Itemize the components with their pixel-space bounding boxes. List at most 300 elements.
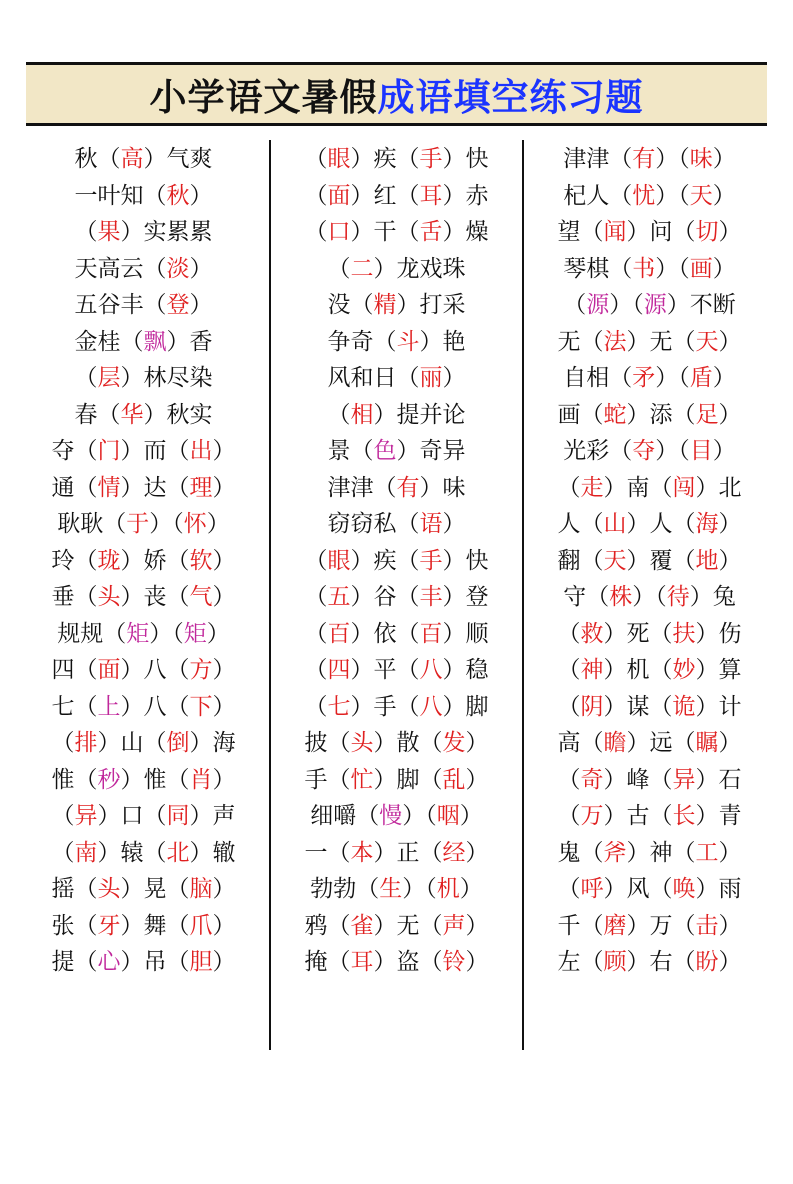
- idiom-text: ）: [465, 765, 489, 792]
- answer-blank: 铃: [442, 948, 466, 974]
- idiom-text: ）手（: [350, 692, 420, 719]
- answer-blank: 海: [695, 510, 719, 536]
- idiom-text: 无（: [557, 327, 604, 354]
- idiom-text: 杞人（: [563, 181, 633, 208]
- answer-blank: 咽: [436, 802, 460, 828]
- idiom-line: [52, 724, 236, 761]
- idiom-text: （: [557, 473, 581, 500]
- idiom-text: ）峰（: [603, 765, 673, 792]
- idiom-text: 规规（: [57, 619, 127, 646]
- idiom-line: [75, 250, 213, 287]
- idiom-line: [52, 797, 236, 834]
- answer-blank: 软: [189, 546, 213, 573]
- answer-blank: 书: [632, 254, 656, 281]
- idiom-line: [563, 286, 736, 323]
- idiom-column-3: [522, 140, 775, 1050]
- idiom-line: [75, 140, 213, 177]
- idiom-line: [75, 177, 213, 214]
- answer-blank: 丰: [419, 583, 443, 609]
- idiom-text: ）（: [149, 510, 184, 536]
- idiom-text: 一叶知（: [74, 181, 167, 208]
- answer-blank: 脑: [189, 875, 213, 901]
- idiom-column-2: [269, 140, 522, 1050]
- idiom-text: 四（: [51, 656, 98, 682]
- answer-blank: 万: [580, 802, 604, 828]
- idiom-text: ）（: [402, 802, 437, 828]
- answer-blank: 斧: [603, 838, 627, 865]
- idiom-text: ）疾（: [350, 546, 420, 573]
- idiom-text: ）辕（: [97, 838, 167, 865]
- idiom-text: ）: [465, 911, 489, 938]
- idiom-text: ）谷（: [350, 583, 420, 609]
- answer-blank: 闻: [603, 218, 627, 244]
- idiom-text: 披（: [304, 729, 351, 755]
- answer-blank: 头: [350, 729, 374, 755]
- idiom-line: [52, 761, 236, 798]
- idiom-line: [305, 943, 489, 980]
- idiom-text: ）疾（: [350, 145, 420, 171]
- idiom-text: ）南（: [603, 473, 673, 500]
- idiom-text: ）: [212, 656, 236, 682]
- answer-blank: 头: [97, 583, 121, 609]
- idiom-text: ）: [712, 254, 736, 281]
- idiom-line: [563, 177, 736, 214]
- idiom-text: ）: [465, 948, 489, 974]
- idiom-text: ）: [459, 875, 483, 901]
- idiom-text: 夺（: [51, 437, 98, 463]
- idiom-text: 翻（: [557, 546, 604, 573]
- answer-blank: 果: [97, 218, 121, 244]
- idiom-text: （: [304, 583, 328, 609]
- idiom-text: ）味: [419, 473, 466, 500]
- answer-blank: 闯: [672, 473, 696, 500]
- answer-blank: 救: [580, 619, 604, 646]
- idiom-text: ）风（: [603, 875, 673, 901]
- idiom-text: ）秋实: [143, 400, 213, 427]
- answer-blank: 天: [689, 181, 713, 208]
- idiom-text: ）龙戏珠: [373, 254, 466, 281]
- idiom-text: （: [304, 218, 328, 244]
- idiom-text: ）石: [695, 765, 742, 792]
- answer-blank: 雀: [350, 911, 374, 938]
- idiom-text: ）: [212, 473, 236, 500]
- idiom-text: ）登: [442, 583, 489, 609]
- answer-blank: 地: [695, 546, 719, 573]
- answer-blank: 耳: [419, 181, 443, 208]
- idiom-text: 七（: [51, 692, 98, 719]
- answer-blank: 发: [442, 729, 466, 755]
- answer-blank: 忧: [632, 181, 656, 208]
- idiom-text: 左（: [557, 948, 604, 974]
- idiom-line: [328, 505, 466, 542]
- idiom-text: 耿耿（: [57, 510, 127, 536]
- page-title-part2: 成语填空练习题: [377, 77, 644, 118]
- idiom-line: [52, 870, 236, 907]
- answer-blank: 上: [97, 692, 121, 719]
- idiom-text: ）: [442, 364, 466, 390]
- idiom-text: ）万（: [626, 911, 696, 938]
- answer-blank: 长: [672, 802, 696, 828]
- answer-blank: 蛇: [603, 400, 627, 427]
- idiom-text: ）（: [609, 291, 644, 317]
- answer-blank: 有: [632, 145, 656, 171]
- idiom-line: [305, 724, 489, 761]
- answer-blank: 百: [419, 619, 443, 646]
- idiom-text: 五谷丰（: [74, 291, 167, 317]
- idiom-line: [305, 177, 489, 214]
- idiom-text: 画（: [557, 400, 604, 427]
- idiom-line: [52, 688, 236, 725]
- idiom-text: ）提并论: [373, 400, 466, 427]
- idiom-line: [558, 724, 742, 761]
- idiom-text: ）: [459, 802, 483, 828]
- idiom-line: [563, 250, 736, 287]
- idiom-text: ）丧（: [120, 583, 190, 609]
- answer-blank: 机: [436, 875, 460, 901]
- answer-blank: 精: [373, 291, 397, 317]
- idiom-text: ）: [712, 437, 736, 463]
- idiom-text: ）林尽染: [120, 364, 213, 390]
- idiom-line: [305, 688, 489, 725]
- idiom-text: ）散（: [373, 729, 443, 755]
- idiom-line: [305, 615, 489, 652]
- page-title: [26, 62, 767, 126]
- idiom-text: ）燥: [442, 218, 489, 244]
- answer-blank: 口: [327, 218, 351, 244]
- idiom-line: [305, 213, 489, 250]
- idiom-text: ）远（: [626, 729, 696, 755]
- idiom-text: 张（: [51, 911, 98, 938]
- idiom-text: ）: [189, 254, 213, 281]
- answer-blank: 气: [189, 583, 213, 609]
- idiom-text: 人（: [557, 510, 604, 536]
- idiom-line: [558, 870, 742, 907]
- idiom-line: [75, 323, 213, 360]
- idiom-text: ）声: [189, 802, 236, 828]
- answer-blank: 呼: [580, 875, 604, 901]
- idiom-text: 惟（: [51, 765, 98, 792]
- answer-blank: 瞩: [695, 729, 719, 755]
- answer-blank: 同: [166, 802, 190, 828]
- idiom-text: 细嚼（: [310, 802, 380, 828]
- answer-blank: 走: [580, 473, 604, 500]
- answer-blank: 怀: [183, 510, 207, 536]
- idiom-text: ）: [718, 729, 742, 755]
- answer-blank: 株: [609, 583, 633, 609]
- answer-blank: 八: [419, 656, 443, 682]
- idiom-text: ）: [189, 181, 213, 208]
- idiom-line: [52, 943, 236, 980]
- idiom-line: [558, 651, 742, 688]
- idiom-line: [52, 578, 236, 615]
- answer-blank: 矛: [632, 364, 656, 390]
- idiom-text: ）无（: [626, 327, 696, 354]
- idiom-text: ）: [465, 729, 489, 755]
- idiom-text: ）青: [695, 802, 742, 828]
- idiom-text: ）: [718, 510, 742, 536]
- idiom-text: ）（: [655, 364, 690, 390]
- idiom-text: （: [51, 838, 75, 865]
- idiom-line: [558, 761, 742, 798]
- idiom-text: （: [557, 619, 581, 646]
- idiom-text: ）香: [166, 327, 213, 354]
- answer-blank: 声: [442, 911, 466, 938]
- worksheet-page: [0, 62, 793, 1184]
- idiom-text: （: [304, 145, 328, 171]
- idiom-text: ）北: [695, 473, 742, 500]
- idiom-line: [305, 761, 489, 798]
- answer-blank: 有: [396, 473, 420, 500]
- idiom-text: ）干（: [350, 218, 420, 244]
- idiom-text: 高（: [557, 729, 604, 755]
- idiom-line: [558, 688, 742, 725]
- answer-blank: 淡: [166, 254, 190, 281]
- idiom-line: [328, 359, 466, 396]
- answer-blank: 扶: [672, 619, 696, 646]
- idiom-text: ）神（: [626, 838, 696, 865]
- idiom-text: （: [563, 291, 587, 317]
- idiom-text: ）艳: [419, 327, 466, 354]
- answer-blank: 矩: [183, 619, 207, 646]
- idiom-text: （: [51, 802, 75, 828]
- idiom-line: [558, 213, 742, 250]
- idiom-text: ）（: [149, 619, 184, 646]
- idiom-text: （: [51, 729, 75, 755]
- idiom-text: （: [304, 656, 328, 682]
- idiom-line: [305, 651, 489, 688]
- answer-blank: 排: [74, 729, 98, 755]
- answer-blank: 切: [695, 218, 719, 244]
- idiom-line: [52, 834, 236, 871]
- idiom-text: 手（: [304, 765, 351, 792]
- idiom-text: ）山（: [97, 729, 167, 755]
- answer-blank: 耳: [350, 948, 374, 974]
- answer-blank: 爪: [189, 911, 213, 938]
- idiom-line: [305, 834, 489, 871]
- idiom-text: 琴棋（: [563, 254, 633, 281]
- idiom-text: ）舞（: [120, 911, 190, 938]
- idiom-text: ）: [718, 400, 742, 427]
- idiom-text: 津津（: [327, 473, 397, 500]
- idiom-text: （: [304, 181, 328, 208]
- idiom-line: [328, 469, 466, 506]
- idiom-text: ）八（: [120, 692, 190, 719]
- answer-blank: 方: [189, 656, 213, 682]
- answer-blank: 眼: [327, 546, 351, 573]
- idiom-text: ）顺: [442, 619, 489, 646]
- answer-blank: 高: [120, 145, 144, 171]
- idiom-line: [52, 469, 236, 506]
- answer-blank: 法: [603, 327, 627, 354]
- answer-blank: 四: [327, 656, 351, 682]
- idiom-text: ）: [712, 364, 736, 390]
- idiom-text: 津津（: [563, 145, 633, 171]
- idiom-line: [563, 140, 736, 177]
- idiom-text: ）晃（: [120, 875, 190, 901]
- idiom-text: ）: [206, 619, 230, 646]
- idiom-text: 风和日（: [327, 364, 420, 390]
- answer-blank: 牙: [97, 911, 121, 938]
- answer-blank: 山: [603, 510, 627, 536]
- idiom-text: （: [557, 802, 581, 828]
- answer-blank: 百: [327, 619, 351, 646]
- idiom-line: [558, 396, 742, 433]
- idiom-line: [558, 615, 742, 652]
- answer-blank: 唤: [672, 875, 696, 901]
- answer-blank: 手: [419, 546, 443, 573]
- answer-blank: 飘: [143, 327, 167, 354]
- idiom-text: ）: [212, 875, 236, 901]
- idiom-text: ）赤: [442, 181, 489, 208]
- idiom-text: 千（: [557, 911, 604, 938]
- idiom-text: ）: [712, 181, 736, 208]
- idiom-text: ）娇（: [120, 546, 190, 573]
- answer-blank: 天: [695, 327, 719, 354]
- idiom-text: 望（: [557, 218, 604, 244]
- idiom-text: （: [557, 656, 581, 682]
- idiom-text: ）机（: [603, 656, 673, 682]
- answer-blank: 五: [327, 583, 351, 609]
- idiom-text: ）: [212, 583, 236, 609]
- idiom-text: ）谋（: [603, 692, 673, 719]
- answer-blank: 眼: [327, 145, 351, 171]
- answer-blank: 胆: [189, 948, 213, 974]
- idiom-text: （: [327, 254, 351, 281]
- idiom-text: ）: [718, 546, 742, 573]
- idiom-line: [563, 359, 736, 396]
- answer-blank: 奇: [580, 765, 604, 792]
- answer-blank: 本: [350, 838, 374, 865]
- idiom-text: ）问（: [626, 218, 696, 244]
- answer-blank: 瞻: [603, 729, 627, 755]
- answer-blank: 盾: [689, 364, 713, 390]
- idiom-text: ）: [212, 437, 236, 463]
- answer-blank: 南: [74, 838, 98, 865]
- idiom-line: [305, 578, 489, 615]
- idiom-text: ）覆（: [626, 546, 696, 573]
- idiom-text: ）（: [402, 875, 437, 901]
- idiom-line: [75, 359, 213, 396]
- answer-blank: 心: [97, 948, 121, 974]
- idiom-text: ）不断: [666, 291, 736, 317]
- idiom-text: ）: [212, 546, 236, 573]
- idiom-line: [558, 505, 742, 542]
- idiom-text: ）: [718, 911, 742, 938]
- idiom-line: [52, 907, 236, 944]
- idiom-line: [75, 213, 213, 250]
- idiom-text: 通（: [51, 473, 98, 500]
- answer-blank: 顾: [603, 948, 627, 974]
- idiom-line: [310, 870, 483, 907]
- answer-blank: 门: [97, 437, 121, 463]
- answer-blank: 理: [189, 473, 213, 500]
- idiom-text: ）（: [655, 254, 690, 281]
- idiom-text: （: [557, 875, 581, 901]
- answer-blank: 北: [166, 838, 190, 865]
- idiom-text: ）: [718, 218, 742, 244]
- answer-blank: 目: [689, 437, 713, 463]
- idiom-line: [328, 286, 466, 323]
- idiom-line: [558, 943, 742, 980]
- answer-blank: 珑: [97, 546, 121, 573]
- idiom-line: [328, 396, 466, 433]
- idiom-text: （: [304, 619, 328, 646]
- idiom-text: ）平（: [350, 656, 420, 682]
- answer-blank: 华: [120, 400, 144, 427]
- idiom-line: [75, 396, 213, 433]
- answer-blank: 八: [419, 692, 443, 719]
- idiom-text: ）: [212, 948, 236, 974]
- idiom-text: ）: [442, 510, 466, 536]
- answer-blank: 情: [97, 473, 121, 500]
- answer-blank: 乱: [442, 765, 466, 792]
- answer-blank: 源: [643, 291, 667, 317]
- idiom-line: [328, 323, 466, 360]
- answer-blank: 慢: [379, 802, 403, 828]
- answer-blank: 诡: [672, 692, 696, 719]
- idiom-text: ）: [712, 145, 736, 171]
- idiom-line: [310, 797, 483, 834]
- idiom-text: ）死（: [603, 619, 673, 646]
- idiom-text: （: [74, 364, 98, 390]
- idiom-text: ）: [212, 765, 236, 792]
- idiom-text: ）（: [655, 181, 690, 208]
- answer-blank: 丽: [419, 364, 443, 390]
- idiom-line: [563, 578, 736, 615]
- idiom-columns: [18, 140, 775, 1050]
- idiom-line: [305, 907, 489, 944]
- idiom-text: 春（: [74, 400, 121, 427]
- answer-blank: 妙: [672, 656, 696, 682]
- idiom-line: [328, 250, 466, 287]
- idiom-text: ）正（: [373, 838, 443, 865]
- idiom-text: ）脚（: [373, 765, 443, 792]
- idiom-line: [563, 432, 736, 469]
- idiom-text: 玲（: [51, 546, 98, 573]
- idiom-text: ）打采: [396, 291, 466, 317]
- idiom-line: [57, 505, 230, 542]
- idiom-text: ）脚: [442, 692, 489, 719]
- idiom-text: 争奇（: [327, 327, 397, 354]
- idiom-text: ）雨: [695, 875, 742, 901]
- idiom-text: ）伤: [695, 619, 742, 646]
- idiom-text: 垂（: [51, 583, 98, 609]
- idiom-text: ）依（: [350, 619, 420, 646]
- idiom-text: ）: [718, 327, 742, 354]
- idiom-text: 守（: [563, 583, 610, 609]
- idiom-text: 鬼（: [557, 838, 604, 865]
- answer-blank: 七: [327, 692, 351, 719]
- idiom-text: ）（: [632, 583, 667, 609]
- answer-blank: 足: [695, 400, 719, 427]
- idiom-text: ）盗（: [373, 948, 443, 974]
- idiom-line: [57, 615, 230, 652]
- idiom-text: ）惟（: [120, 765, 190, 792]
- idiom-text: 摇（: [51, 875, 98, 901]
- answer-blank: 盼: [695, 948, 719, 974]
- idiom-text: 窃窃私（: [327, 510, 420, 536]
- idiom-text: ）人（: [626, 510, 696, 536]
- answer-blank: 倒: [166, 729, 190, 755]
- answer-blank: 面: [327, 181, 351, 208]
- idiom-text: ）红（: [350, 181, 420, 208]
- idiom-text: ）: [212, 911, 236, 938]
- idiom-text: ）（: [655, 437, 690, 463]
- idiom-column-1: [18, 140, 269, 1050]
- idiom-text: ）: [465, 838, 489, 865]
- idiom-text: ）海: [189, 729, 236, 755]
- idiom-text: ）吊（: [120, 948, 190, 974]
